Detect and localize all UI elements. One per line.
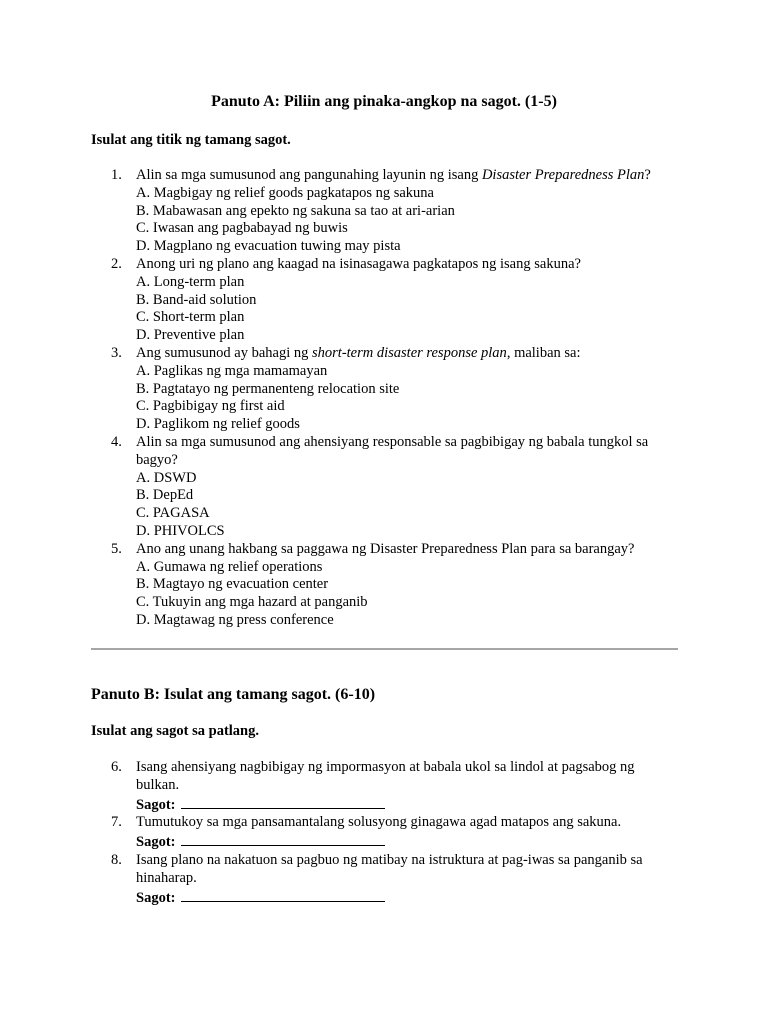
question-text: Ang sumusunod ay bahagi ng short-term disaster response plan, maliban sa: [136, 344, 581, 361]
option-a: A. Long-term plan [136, 273, 245, 290]
question-number: 4. [111, 433, 122, 450]
answer-line [136, 832, 676, 852]
question-number: 6. [111, 759, 122, 775]
part-a-heading: Panuto A: Piliin ang pinaka-angkop na sagot. (1-5) [211, 93, 557, 110]
question-8 [0, 852, 676, 907]
question-number: 5. [111, 540, 122, 557]
question-text: Alin sa mga sumusunod ang ahensiyang responsable sa pagbibigay ng babala tungkol sa bagyo? [136, 433, 649, 468]
answer-line [136, 795, 676, 815]
option-b: B. Band-aid solution [136, 291, 257, 308]
question-text: Anong uri ng plano ang kaagad na isinasagawa pagkatapos ng isang sakuna? [136, 255, 581, 272]
answer-blank[interactable] [181, 795, 385, 809]
question-emphasis: Disaster Preparedness Plan [481, 167, 645, 183]
option-a: A. Gumawa ng relief operations [136, 558, 323, 575]
option-c: C. Pagbibigay ng first aid [136, 398, 285, 415]
question-1 [0, 167, 676, 256]
question-number: 2. [111, 255, 122, 272]
option-d: D. Magtawag ng press conference [136, 611, 334, 628]
option-c: C. Short-term plan [136, 309, 245, 326]
option-a: A. Magbigay ng relief goods pagkatapos ng sakuna [136, 184, 434, 201]
option-c: C. Tukuyin ang mga hazard at panganib [136, 594, 368, 611]
question-text: Isang plano na nakatuon sa pagbuo ng matibay na istruktura at pag-iwas sa panganib sa hinaharap. [136, 851, 643, 886]
option-d: D. Paglikom ng relief goods [136, 416, 300, 433]
answer-blank[interactable] [181, 832, 385, 846]
section-divider [91, 648, 678, 650]
question-number: 3. [111, 344, 122, 361]
answer-label: Sagot: [136, 889, 176, 906]
question-text: Ano ang unang hakbang sa paggawa ng Disaster Preparedness Plan para sa barangay? [136, 540, 635, 557]
question-number: 1. [111, 167, 122, 183]
question-3 [0, 345, 676, 434]
answer-line [136, 888, 676, 908]
option-d: D. PHIVOLCS [136, 522, 225, 539]
answer-label: Sagot: [136, 796, 176, 813]
question-number: 7. [111, 814, 122, 831]
option-b: B. Pagtatayo ng permanenteng relocation site [136, 380, 400, 397]
option-d: D. Preventive plan [136, 327, 245, 344]
question-6 [0, 759, 676, 814]
option-b: B. Magtayo ng evacuation center [136, 576, 329, 593]
question-4 [0, 434, 676, 541]
question-5 [0, 541, 676, 630]
question-number: 8. [111, 851, 122, 868]
part-b-question-list [0, 759, 768, 907]
part-a-question-list [0, 167, 768, 630]
answer-label: Sagot: [136, 834, 176, 851]
option-b: B. DepEd [136, 487, 194, 504]
option-c: C. Iwasan ang pagbabayad ng buwis [136, 220, 348, 237]
question-emphasis: short-term disaster response plan [312, 344, 507, 361]
question-text: Isang ahensiyang nagbibigay ng impormasyon at babala ukol sa lindol at pagsabog ng bulkan. [136, 759, 635, 793]
part-b-instruction: Isulat ang sagot sa patlang. [91, 723, 259, 739]
question-text: Tumutukoy sa mga pansamantalang solusyong ginagawa agad matapos ang sakuna. [136, 814, 622, 831]
option-a: A. Paglikas ng mga mamamayan [136, 362, 328, 379]
question-text: Alin sa mga sumusunod ang pangunahing layunin ng isang Disaster Preparedness Plan? [136, 167, 651, 183]
part-b-heading: Panuto B: Isulat ang tamang sagot. (6-10) [91, 686, 376, 703]
option-c: C. PAGASA [136, 505, 210, 522]
question-2 [0, 256, 676, 345]
option-b: B. Mabawasan ang epekto ng sakuna sa tao at ari-arian [136, 202, 455, 219]
option-d: D. Magplano ng evacuation tuwing may pista [136, 238, 401, 255]
question-7 [0, 814, 676, 852]
answer-blank[interactable] [181, 888, 385, 902]
option-a: A. DSWD [136, 469, 197, 486]
part-a-instruction: Isulat ang titik ng tamang sagot. [91, 132, 291, 148]
